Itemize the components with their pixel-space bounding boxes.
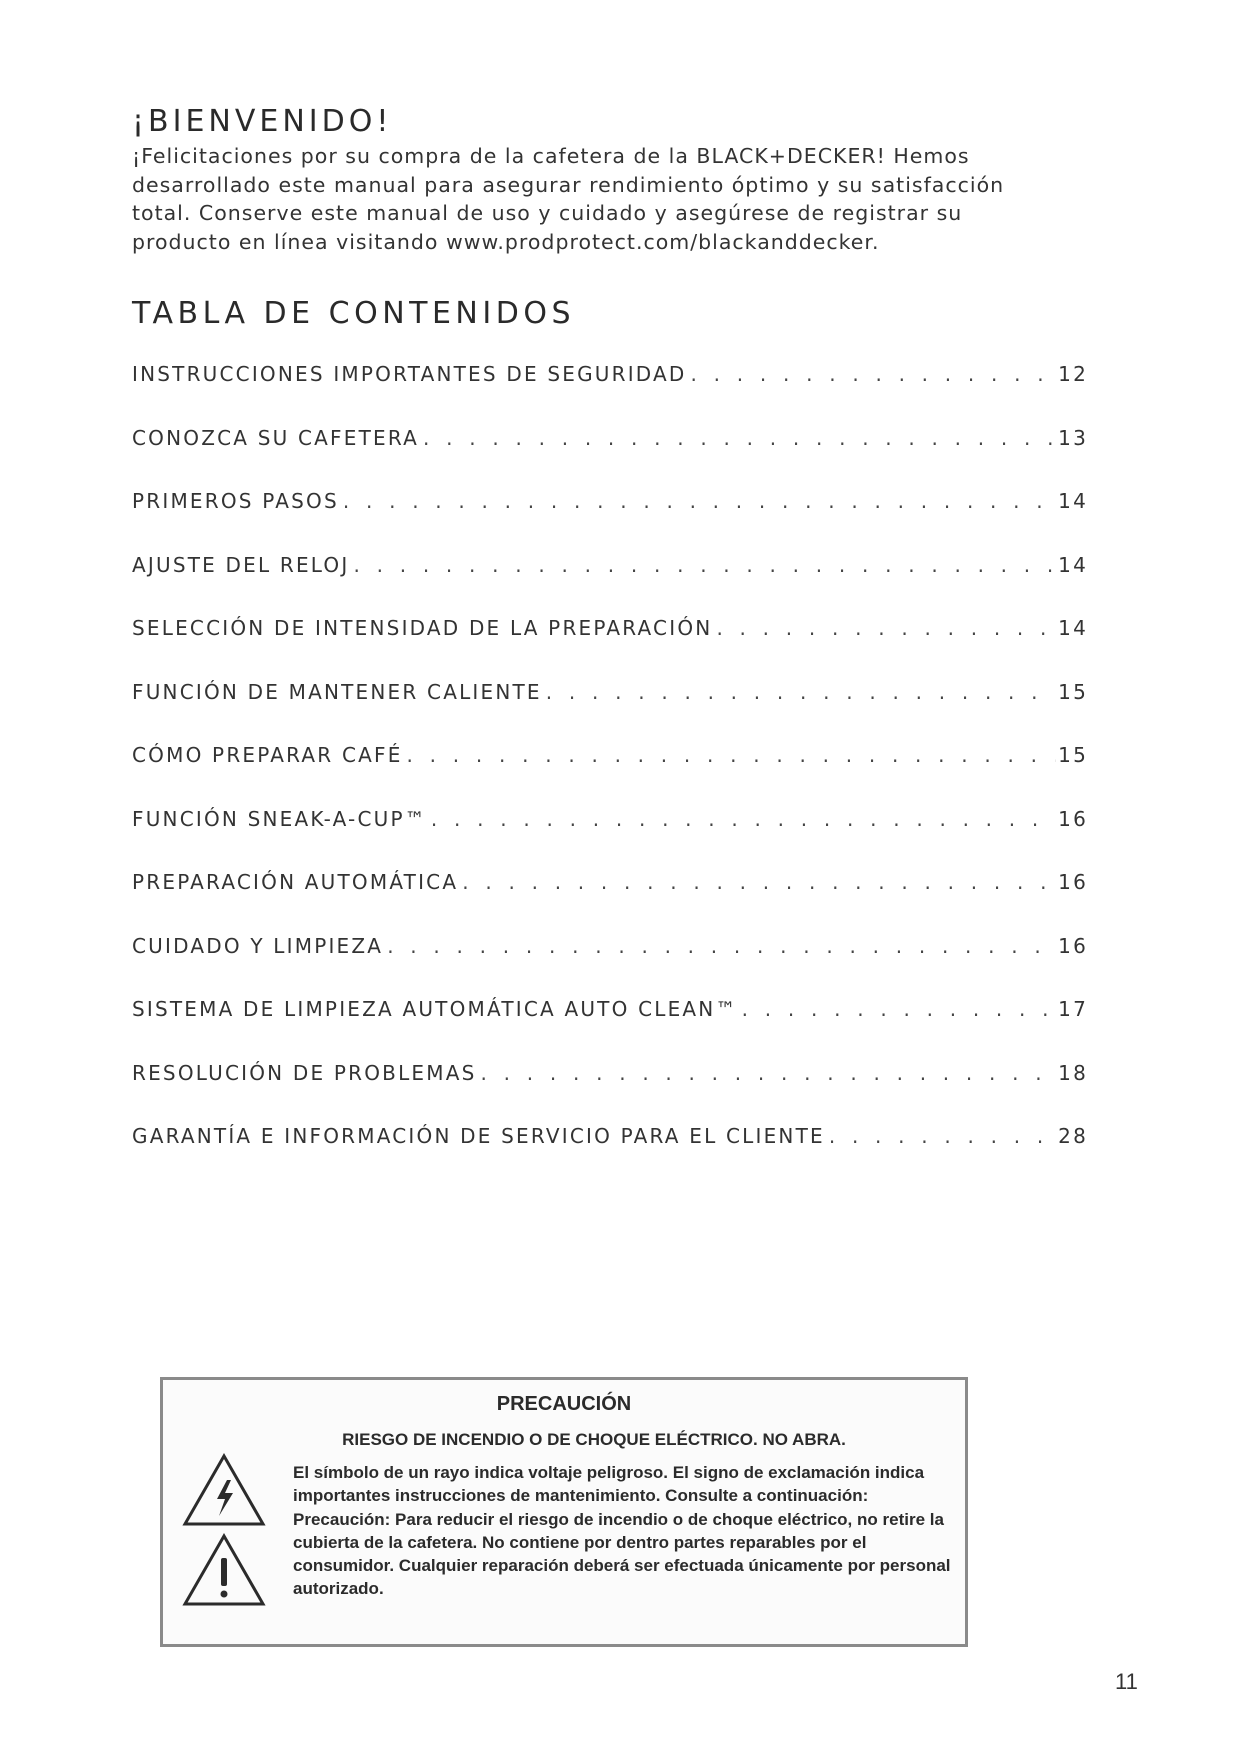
toc-entry-page: 14 [1058, 489, 1088, 513]
symbols-explanation: El símbolo de un rayo indica voltaje peligroso. El signo de exclamación indica importantes instrucciones de mantenimiento. Consulte a continuación: [293, 1463, 925, 1506]
toc-entry-label: FUNCIÓN SNEAK-A-CUP™ [132, 806, 427, 831]
toc-entry-page: 15 [1058, 679, 1088, 704]
toc-entry-label: AJUSTE DEL RELOJ [132, 552, 350, 577]
toc-entry-label: FUNCIÓN DE MANTENER CALIENTE [132, 679, 542, 704]
toc-entry-page: 15 [1058, 743, 1088, 767]
toc-dot-leader [343, 489, 1056, 513]
toc-entry-page: 16 [1058, 870, 1088, 894]
toc-entry [132, 1124, 1088, 1188]
toc-entry-label: SELECCIÓN DE INTENSIDAD DE LA PREPARACIÓN [132, 616, 713, 640]
toc-entry-label: CÓMO PREPARAR CAFÉ [132, 743, 403, 767]
toc-entry-label: CUIDADO Y LIMPIEZA [132, 933, 384, 958]
toc-entry [132, 426, 1088, 490]
toc-entry-page: 14 [1058, 552, 1088, 577]
toc-entry-page: 16 [1058, 933, 1088, 958]
toc-title: TABLA DE CONTENIDOS [132, 296, 575, 331]
toc-dot-leader [353, 553, 1056, 577]
welcome-title: ¡BIENVENIDO! [132, 104, 393, 139]
toc-dot-leader [742, 997, 1056, 1021]
toc-entry-label: INSTRUCCIONES IMPORTANTES DE SEGURIDAD [132, 362, 687, 386]
caution-subtitle: RIESGO DE INCENDIO O DE CHOQUE ELÉCTRICO. NO ABRA. [342, 1430, 846, 1449]
exclamation-warning-icon [181, 1532, 267, 1608]
toc-dot-leader [716, 616, 1056, 640]
toc-dot-leader [423, 426, 1056, 450]
toc-dot-leader [387, 934, 1056, 958]
toc-entry [132, 553, 1088, 617]
warning-text: Precaución: Para reducir el riesgo de incendio o de choque eléctrico, no retire la cubierta de la cafetera. No contiene por dentro partes reparables por el consumidor. Cualquier reparación deberá ser efectuada únicamente por personal autorizado. [293, 1509, 951, 1599]
toc-entry-page: 16 [1058, 806, 1088, 831]
toc-entry [132, 362, 1088, 426]
toc-dot-leader [829, 1124, 1056, 1148]
toc-entry [132, 807, 1088, 871]
caution-icons [181, 1452, 273, 1608]
toc-entry-page: 13 [1058, 425, 1088, 450]
toc-entry [132, 616, 1088, 680]
toc-dot-leader [431, 807, 1056, 831]
toc-entry-page: 14 [1058, 616, 1088, 640]
toc-entry [132, 934, 1088, 998]
toc-entry-page: 12 [1058, 362, 1088, 386]
toc-entry-label: SISTEMA DE LIMPIEZA AUTOMÁTICA AUTO CLEAN™ [132, 997, 738, 1021]
toc-entry [132, 743, 1088, 807]
caution-box [160, 1377, 968, 1647]
toc-entry [132, 997, 1088, 1061]
toc-dot-leader [691, 362, 1057, 386]
caution-title: PRECAUCIÓN [496, 1393, 632, 1415]
page-number: 11 [1115, 1669, 1138, 1694]
toc-entry-label: CONOZCA SU CAFETERA [132, 425, 420, 450]
lightning-warning-icon [181, 1452, 267, 1528]
toc-dot-leader [546, 680, 1056, 704]
caution-text [293, 1461, 953, 1601]
toc-entry-label: GARANTÍA E INFORMACIÓN DE SERVICIO PARA EL CLIENTE [132, 1124, 825, 1148]
toc-entry-page: 17 [1058, 997, 1088, 1021]
table-of-contents [132, 362, 1088, 1188]
toc-entry-label: PREPARACIÓN AUTOMÁTICA [132, 870, 459, 894]
toc-entry [132, 489, 1088, 553]
toc-entry-page: 28 [1058, 1124, 1088, 1148]
toc-entry [132, 870, 1088, 934]
toc-entry [132, 1061, 1088, 1125]
toc-dot-leader [481, 1061, 1057, 1085]
toc-entry-page: 18 [1058, 1060, 1088, 1085]
toc-entry [132, 680, 1088, 744]
toc-dot-leader [462, 870, 1056, 894]
toc-entry-label: PRIMEROS PASOS [132, 489, 339, 513]
toc-entry-label: RESOLUCIÓN DE PROBLEMAS [132, 1060, 477, 1085]
welcome-paragraph: ¡Felicitaciones por su compra de la cafetera de la BLACK+DECKER! Hemos desarrollado este manual para asegurar rendimiento óptimo y su satisfacción total. Conserve este manual de uso y cuidado y asegúrese de registrar su producto en línea visitando www.prodprotect.com/blackanddecker. [132, 144, 1005, 254]
toc-dot-leader [407, 743, 1057, 767]
